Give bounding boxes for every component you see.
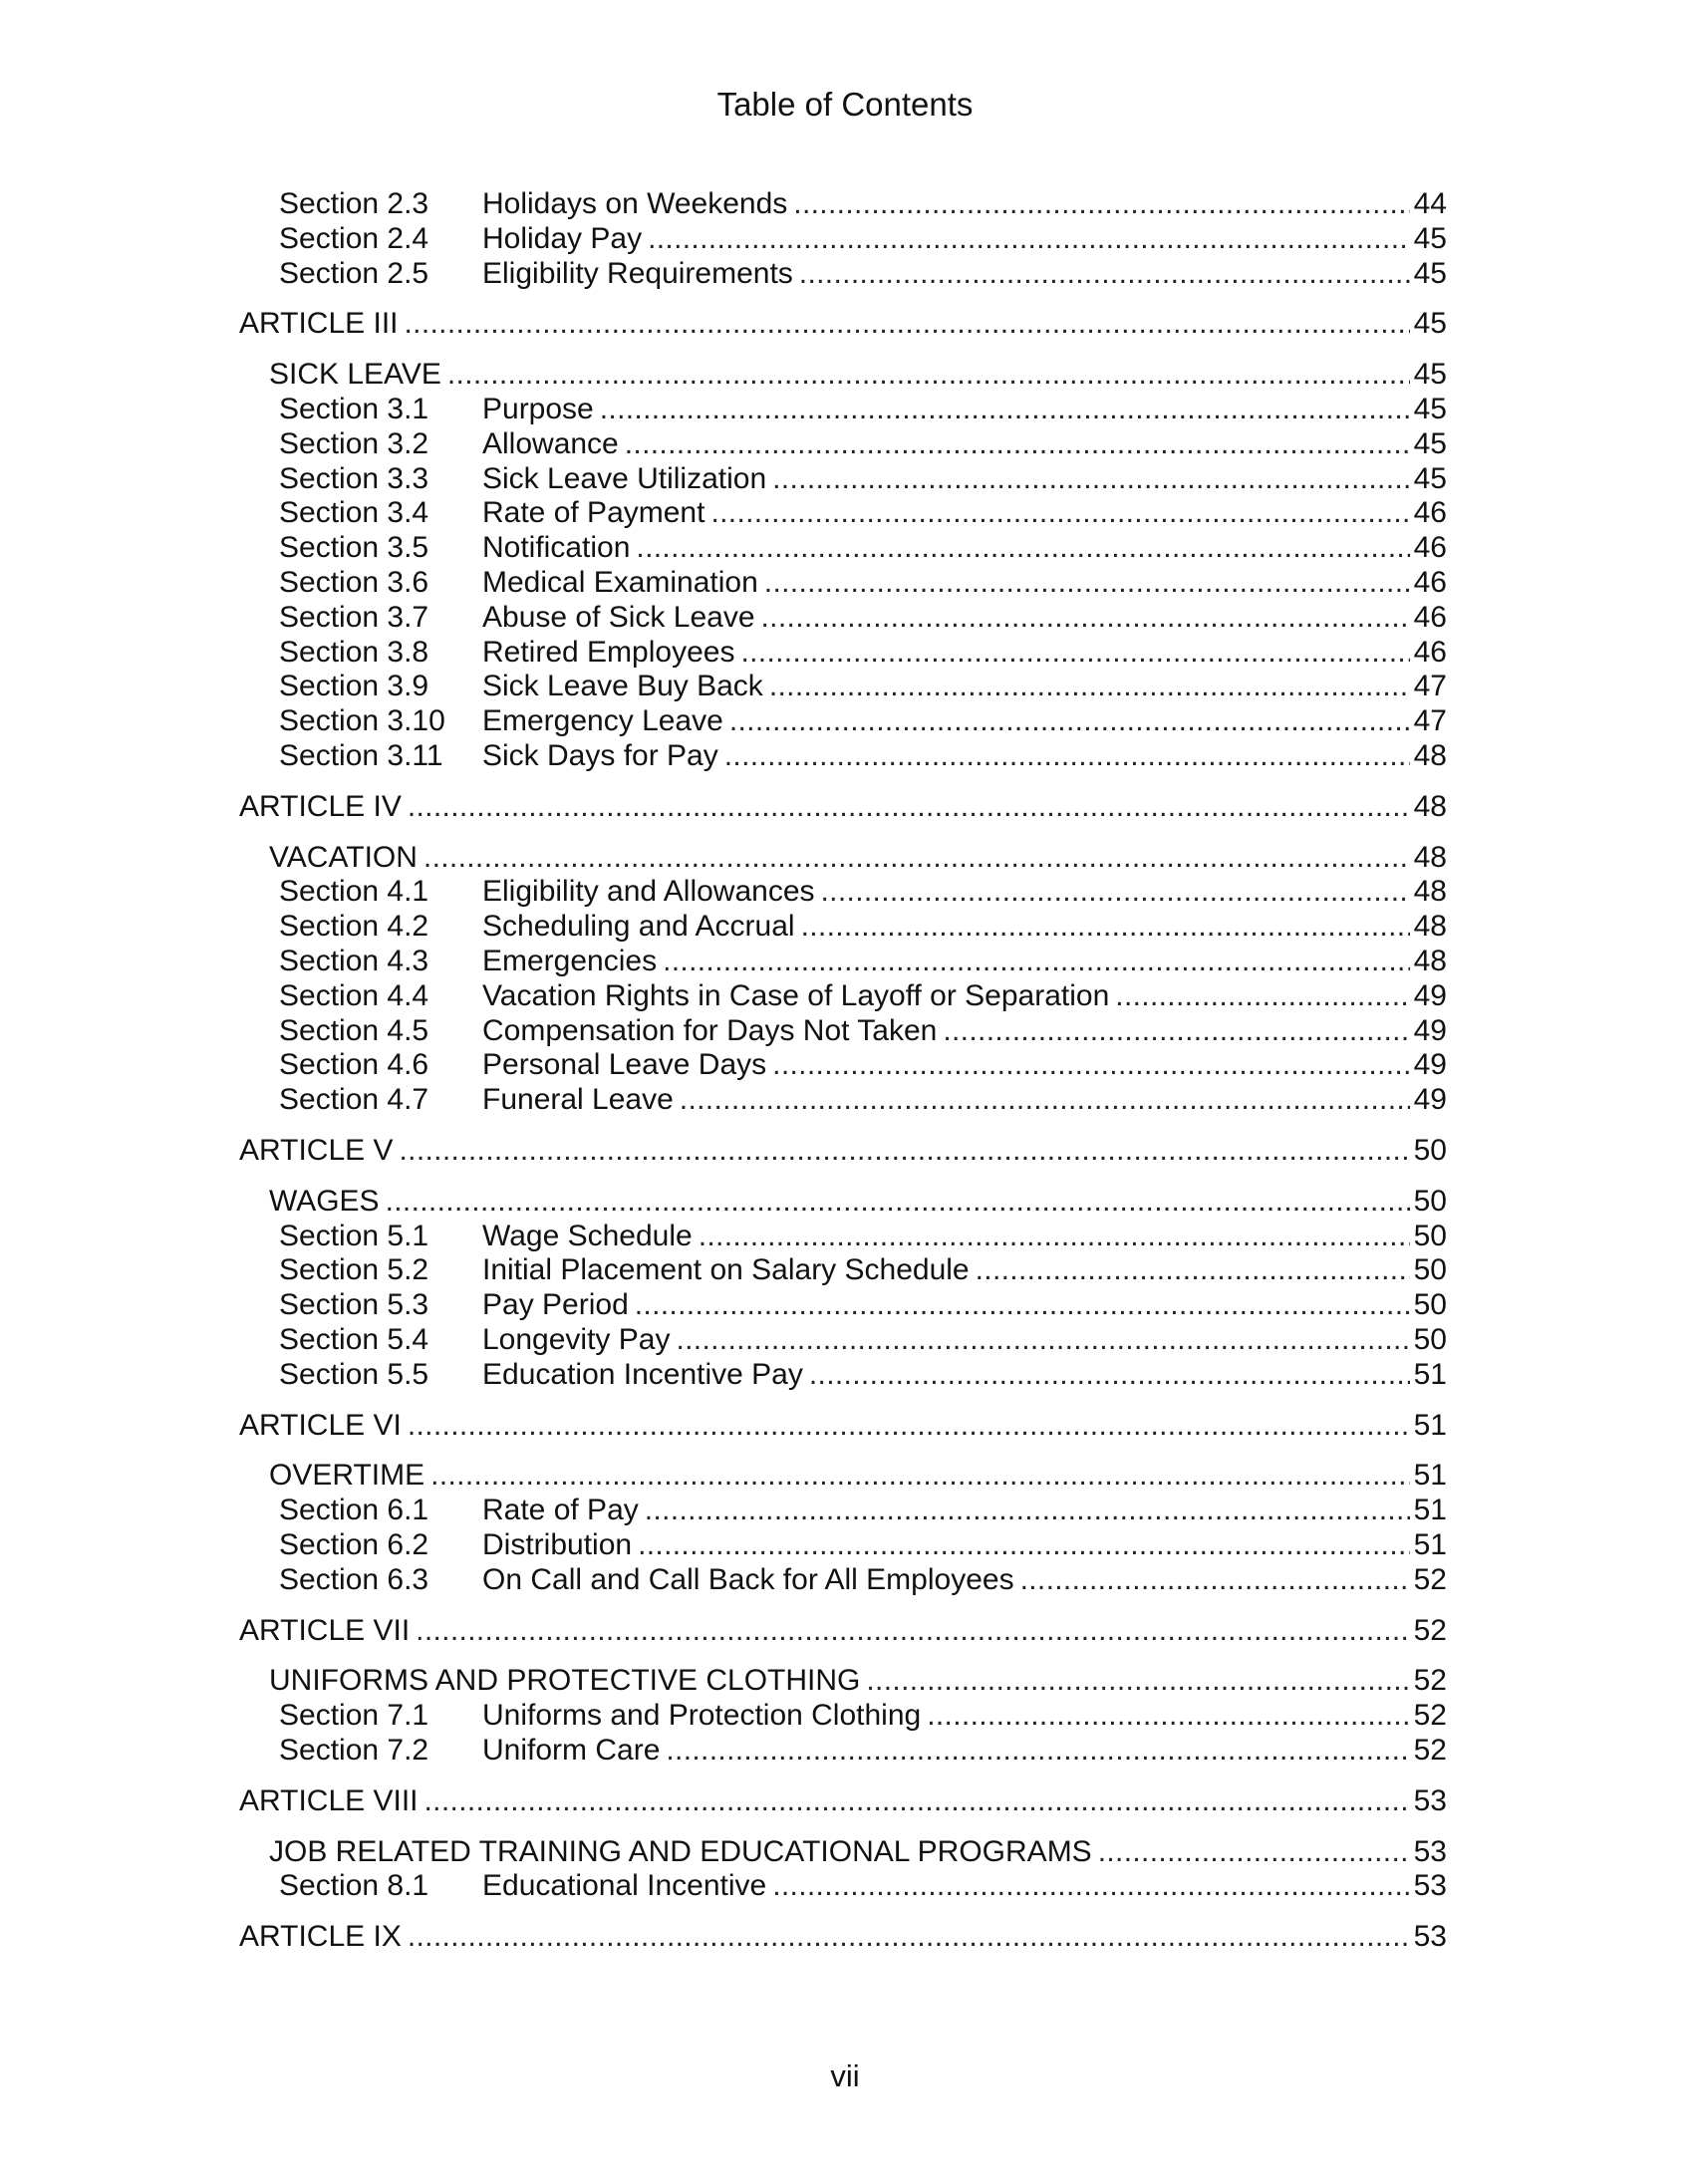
toc-entry-section [279, 1356, 1447, 1394]
toc-section-number: Section 7.2 [279, 1734, 429, 1767]
toc-section-number: Section 5.1 [279, 1219, 429, 1252]
dot-leader [761, 599, 1410, 637]
toc-entry-title: Funeral Leave [482, 1083, 674, 1117]
toc-entry-article [239, 788, 1447, 826]
dot-leader [600, 391, 1410, 428]
dot-leader [1115, 977, 1409, 1015]
toc-entry-section [279, 1251, 1447, 1289]
toc-entry-section [279, 425, 1447, 463]
dot-leader [405, 305, 1410, 343]
dot-leader [1098, 1833, 1410, 1871]
toc-entry-section [279, 220, 1447, 258]
toc-section-number: Section 6.2 [279, 1528, 429, 1561]
dot-leader [793, 185, 1409, 223]
toc-page-number: 48 [1413, 875, 1447, 909]
toc-page-number: 52 [1413, 1664, 1447, 1698]
toc-page-number: 48 [1413, 910, 1447, 944]
toc-page-number: 53 [1413, 1920, 1447, 1954]
dot-leader [809, 1356, 1410, 1394]
dot-leader [666, 1732, 1409, 1770]
toc-entry-title: Eligibility and Allowances [482, 875, 815, 909]
dot-leader [724, 737, 1410, 775]
toc-page-number: 46 [1413, 635, 1447, 669]
toc-entry-title: Emergencies [482, 945, 658, 977]
toc-entry-section [279, 1526, 1447, 1564]
toc-page-number: 50 [1413, 1219, 1447, 1252]
toc-page-number: 52 [1413, 1562, 1447, 1596]
dot-leader [772, 1046, 1409, 1084]
toc-entry-title: ARTICLE VIII [239, 1783, 419, 1817]
toc-entry-section [279, 1218, 1447, 1255]
dot-leader [663, 943, 1410, 980]
toc-page-number: 51 [1413, 1494, 1447, 1527]
dot-leader [636, 529, 1409, 567]
toc-entry-title: Emergency Leave [482, 704, 723, 738]
toc-section-number: Section 3.4 [279, 496, 429, 530]
toc-page-number: 50 [1413, 1184, 1447, 1218]
toc-section-number: Section 3.3 [279, 461, 429, 495]
toc-entry-title: Sick Leave Buy Back [482, 670, 763, 703]
toc-entry-title: ARTICLE III [239, 307, 399, 341]
toc-page-number: 49 [1413, 1083, 1447, 1117]
toc-entry-section [279, 1012, 1447, 1050]
toc-entry-title: Uniforms and Protection Clothing [482, 1699, 922, 1733]
toc-entry-title: Personal Leave Days [482, 1048, 767, 1082]
toc-section-number: Section 3.5 [279, 531, 429, 565]
dot-leader [638, 1526, 1410, 1564]
toc-page-number: 51 [1413, 1459, 1447, 1493]
toc-entry-title: UNIFORMS AND PROTECTIVE CLOTHING [269, 1664, 861, 1698]
dot-leader [447, 356, 1410, 394]
toc-page-number: 45 [1413, 358, 1447, 392]
toc-page-number: 49 [1413, 1013, 1447, 1047]
toc-entry-section [279, 737, 1447, 775]
toc-entry-article [239, 1612, 1447, 1650]
toc-entry-title: JOB RELATED TRAINING AND EDUCATIONAL PROGRAMS [269, 1834, 1092, 1868]
dot-leader [866, 1662, 1409, 1700]
toc-entry-section [279, 1732, 1447, 1770]
toc-entry-section [279, 943, 1447, 980]
dot-leader [772, 1867, 1409, 1905]
toc-entry-section [279, 1321, 1447, 1359]
toc-entry-article [239, 1918, 1447, 1956]
toc-page-number: 46 [1413, 531, 1447, 565]
toc-section-number: Section 4.7 [279, 1083, 429, 1117]
toc-section-number: Section 4.3 [279, 945, 429, 977]
toc-entry-title: Abuse of Sick Leave [482, 600, 755, 634]
toc-page-number: 45 [1413, 221, 1447, 255]
dot-leader [943, 1012, 1409, 1050]
toc-entry-article [239, 1132, 1447, 1170]
toc-entry-section [279, 1867, 1447, 1905]
toc-entry-section [279, 1286, 1447, 1324]
toc-entry-section [279, 702, 1447, 740]
toc-page-number: 51 [1413, 1408, 1447, 1442]
toc-page-number: 50 [1413, 1323, 1447, 1356]
toc-section-number: Section 6.1 [279, 1494, 429, 1527]
toc-entry-section [279, 977, 1447, 1015]
toc-page-number: 48 [1413, 739, 1447, 772]
page-title: Table of Contents [716, 86, 974, 123]
toc-page-number: 45 [1413, 426, 1447, 460]
page-number-footer: vii [830, 2058, 860, 2093]
toc-page-number: 51 [1413, 1357, 1447, 1391]
toc-entry-article [239, 1782, 1447, 1820]
toc-entry-title: Educational Incentive [482, 1869, 767, 1903]
dot-leader [430, 1457, 1409, 1495]
toc-section-number: Section 3.11 [279, 739, 443, 772]
toc-section-number: Section 4.1 [279, 875, 429, 909]
toc-entry-section [279, 873, 1447, 911]
dot-leader [821, 873, 1410, 911]
toc-entry-section [279, 599, 1447, 637]
toc-page-number: 45 [1413, 307, 1447, 341]
toc-entry-title: Wage Schedule [482, 1219, 693, 1252]
toc-entry-title: Holiday Pay [482, 221, 643, 255]
toc-section-number: Section 2.5 [279, 256, 429, 290]
toc-entry-title: Rate of Payment [482, 496, 705, 530]
toc-section-number: Section 5.5 [279, 1357, 429, 1391]
dot-leader [801, 908, 1410, 946]
toc-page-number: 46 [1413, 566, 1447, 599]
dot-leader [423, 839, 1410, 877]
dot-leader [416, 1612, 1409, 1650]
toc-page-number: 45 [1413, 256, 1447, 290]
toc-page-number: 49 [1413, 1048, 1447, 1082]
toc-entry-heading [269, 1183, 1447, 1221]
toc-entry-section [279, 634, 1447, 672]
toc-entry-section [279, 460, 1447, 498]
dot-leader [764, 564, 1410, 602]
dot-leader [648, 220, 1410, 258]
toc-entry-section [279, 564, 1447, 602]
toc-entry-title: OVERTIME [269, 1459, 425, 1493]
toc-section-number: Section 3.9 [279, 670, 429, 703]
toc-entry-title: Medical Examination [482, 566, 758, 599]
toc-entry-section [279, 185, 1447, 223]
toc-section-number: Section 7.1 [279, 1699, 429, 1733]
toc-page-number: 48 [1413, 789, 1447, 823]
toc-page-number: 45 [1413, 461, 1447, 495]
toc-entry-title: Retired Employees [482, 635, 735, 669]
toc-page-number: 50 [1413, 1253, 1447, 1287]
toc-entry-heading [269, 1833, 1447, 1871]
dot-leader [645, 1492, 1410, 1529]
toc-entry-title: Vacation Rights in Case of Layoff or Separation [482, 978, 1110, 1012]
toc-entry-section [279, 1046, 1447, 1084]
toc-page-number: 50 [1413, 1288, 1447, 1322]
toc-entry-section [279, 908, 1447, 946]
toc-page-number: 46 [1413, 600, 1447, 634]
dot-leader [710, 494, 1409, 532]
toc-entry-section [279, 1697, 1447, 1735]
dot-leader [625, 425, 1410, 463]
toc-page-number: 52 [1413, 1613, 1447, 1647]
toc-page-number: 46 [1413, 496, 1447, 530]
toc-entry-title: Longevity Pay [482, 1323, 671, 1356]
toc-entry-heading [269, 1662, 1447, 1700]
toc-entry-heading [269, 356, 1447, 394]
toc-entry-section [279, 1492, 1447, 1529]
toc-section-number: Section 6.3 [279, 1562, 429, 1596]
toc-page-number: 49 [1413, 978, 1447, 1012]
toc-entry-title: ARTICLE VI [239, 1408, 402, 1442]
toc-entry-title: VACATION [269, 840, 418, 874]
toc-entry-title: Sick Leave Utilization [482, 461, 767, 495]
dot-leader [408, 788, 1410, 826]
toc-entry-title: ARTICLE V [239, 1134, 394, 1167]
dot-leader [1020, 1561, 1410, 1599]
toc-section-number: Section 2.3 [279, 187, 429, 220]
toc-page-number: 48 [1413, 945, 1447, 977]
dot-leader [772, 460, 1409, 498]
toc-section-number: Section 5.3 [279, 1288, 429, 1322]
toc-entry-title: Initial Placement on Salary Schedule [482, 1253, 970, 1287]
toc-section-number: Section 3.7 [279, 600, 429, 634]
toc-entry-title: Eligibility Requirements [482, 256, 793, 290]
dot-leader [976, 1251, 1410, 1289]
toc-entry-title: Education Incentive Pay [482, 1357, 803, 1391]
toc-entry-section [279, 391, 1447, 428]
toc-section-number: Section 2.4 [279, 221, 429, 255]
dot-leader [424, 1782, 1410, 1820]
toc-page-number: 48 [1413, 840, 1447, 874]
toc-entry-section [279, 1081, 1447, 1119]
toc-entry-title: On Call and Call Back for All Employees [482, 1562, 1014, 1596]
toc-section-number: Section 4.5 [279, 1013, 429, 1047]
toc-page-number: 53 [1413, 1834, 1447, 1868]
toc-entry-title: Sick Days for Pay [482, 739, 718, 772]
dot-leader [699, 1218, 1410, 1255]
toc-page-number: 52 [1413, 1699, 1447, 1733]
dot-leader [635, 1286, 1410, 1324]
toc-section-number: Section 3.1 [279, 393, 429, 425]
dot-leader [729, 702, 1410, 740]
toc-page-number: 47 [1413, 704, 1447, 738]
dot-leader [408, 1918, 1410, 1956]
dot-leader [799, 255, 1410, 293]
toc-section-number: Section 3.6 [279, 566, 429, 599]
toc-section-number: Section 4.4 [279, 978, 429, 1012]
dot-leader [400, 1132, 1410, 1170]
toc-entry-section [279, 255, 1447, 293]
toc-section-number: Section 5.2 [279, 1253, 429, 1287]
dot-leader [740, 634, 1409, 672]
toc-entry-title: WAGES [269, 1184, 380, 1218]
toc-page-number: 47 [1413, 670, 1447, 703]
toc-entry-title: ARTICLE VII [239, 1613, 411, 1647]
dot-leader [386, 1183, 1410, 1221]
toc-entry-title: Scheduling and Accrual [482, 910, 795, 944]
toc-section-number: Section 3.2 [279, 426, 429, 460]
toc-entry-title: Rate of Pay [482, 1494, 639, 1527]
toc-section-number: Section 3.8 [279, 635, 429, 669]
dot-leader [769, 668, 1410, 705]
toc-entry-title: Holidays on Weekends [482, 187, 788, 220]
toc-section-number: Section 4.6 [279, 1048, 429, 1082]
dot-leader [927, 1697, 1409, 1735]
toc-entry-title: Uniform Care [482, 1734, 661, 1767]
toc-entry-title: ARTICLE IX [239, 1920, 402, 1954]
toc-entry-title: Allowance [482, 426, 619, 460]
toc-entry-heading [269, 1457, 1447, 1495]
toc-entry-section [279, 494, 1447, 532]
toc-entry-heading [269, 839, 1447, 877]
toc-section-number: Section 3.10 [279, 704, 445, 738]
toc-section-number: Section 4.2 [279, 910, 429, 944]
toc-page-number: 51 [1413, 1528, 1447, 1561]
toc-entry-title: Purpose [482, 393, 594, 425]
dot-leader [676, 1321, 1409, 1359]
toc-page-number: 53 [1413, 1783, 1447, 1817]
toc-entry-title: SICK LEAVE [269, 358, 441, 392]
toc-entry-article [239, 305, 1447, 343]
toc-page-number: 53 [1413, 1869, 1447, 1903]
toc-entry-title: Distribution [482, 1528, 633, 1561]
toc-section-number: Section 5.4 [279, 1323, 429, 1356]
toc-page-number: 52 [1413, 1734, 1447, 1767]
toc-entry-article [239, 1407, 1447, 1445]
toc-entry-title: Pay Period [482, 1288, 629, 1322]
toc-entry-section [279, 529, 1447, 567]
toc-page-number: 45 [1413, 393, 1447, 425]
toc-entry-title: Compensation for Days Not Taken [482, 1013, 938, 1047]
toc-page-number: 44 [1413, 187, 1447, 220]
dot-leader [680, 1081, 1410, 1119]
toc-section-number: Section 8.1 [279, 1869, 429, 1903]
toc-entry-title: ARTICLE IV [239, 789, 402, 823]
toc-entry-section [279, 668, 1447, 705]
toc-entry-section [279, 1561, 1447, 1599]
toc-entry-title: Notification [482, 531, 631, 565]
toc-page-number: 50 [1413, 1134, 1447, 1167]
dot-leader [408, 1407, 1410, 1445]
